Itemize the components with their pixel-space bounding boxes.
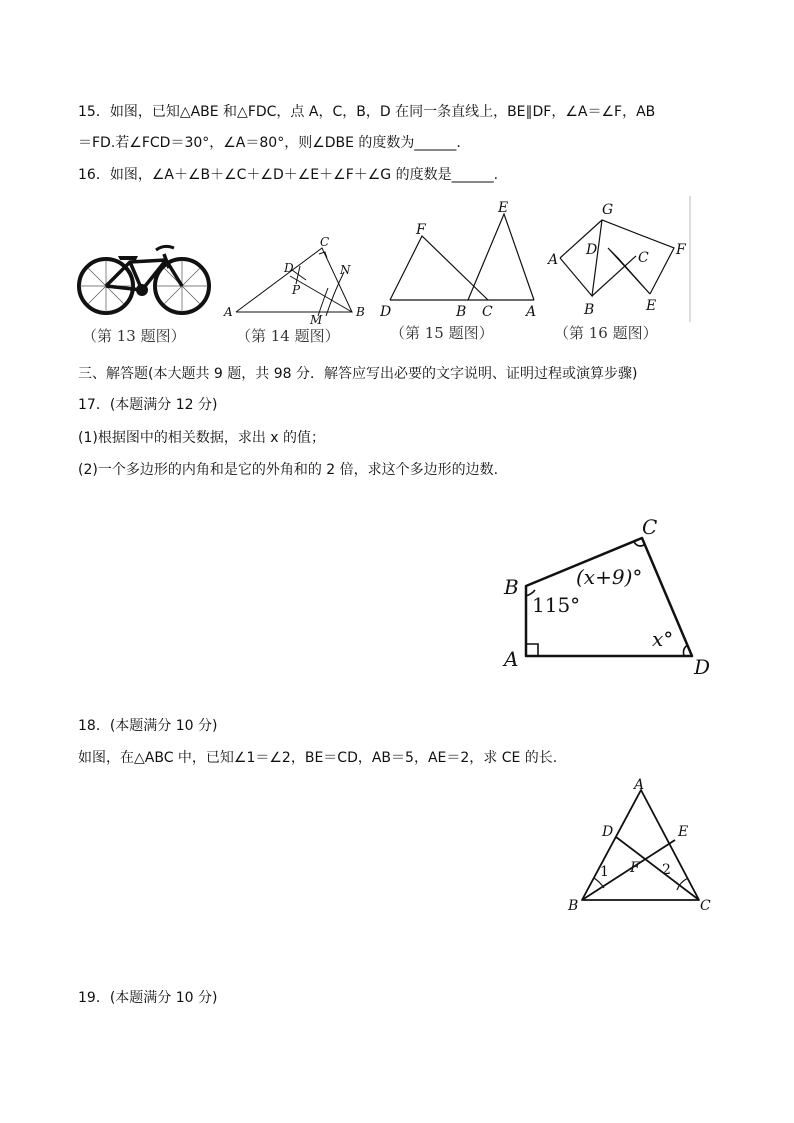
fig16-diagram <box>540 196 694 322</box>
q18-text: 如图，在△ABC 中，已知∠1＝∠2，BE＝CD，AB＝5，AE＝2，求 CE 的长. <box>78 750 558 766</box>
fig16-label-d: D <box>586 242 598 258</box>
fig14-caption: （第 14 题图） <box>236 327 340 345</box>
q17-label-a: A <box>504 647 519 671</box>
fig14-label-p: P <box>292 283 301 297</box>
q17-label-d: D <box>694 655 711 678</box>
fig15-label-d: D <box>380 304 392 320</box>
q18-label-e: E <box>678 824 689 840</box>
fig15-label-e: E <box>498 200 509 216</box>
q18-label-a: A <box>634 778 645 793</box>
fig15-label-a: A <box>526 304 537 320</box>
fig14-label-a: A <box>224 305 233 319</box>
fig16-label-a: A <box>548 252 559 268</box>
fig15-caption: （第 15 题图） <box>390 324 494 342</box>
q17-label-c: C <box>642 515 658 539</box>
fig15-label-c: C <box>482 304 493 320</box>
q18-angle-1: 1 <box>600 864 609 880</box>
q17-angle-c: (x+9)° <box>576 565 643 589</box>
fig16-label-f: F <box>676 242 686 258</box>
q17-quadrilateral-figure <box>496 512 726 678</box>
fig16-label-b: B <box>584 302 595 318</box>
q19-header: 19．(本题满分 10 分) <box>78 990 218 1006</box>
q18-label-f: F <box>630 860 640 876</box>
q17-angle-d: x° <box>652 627 674 651</box>
q17-part2: (2)一个多边形的内角和是它的外角和的 2 倍，求这个多边形的边数. <box>78 462 499 478</box>
fig14-label-m: M <box>310 313 323 324</box>
section3-title: 三、解答题(本大题共 9 题，共 98 分．解答应写出必要的文字说明、证明过程或演算步骤) <box>78 366 638 382</box>
q17-header: 17．(本题满分 12 分) <box>78 397 218 413</box>
q18-header: 18．(本题满分 10 分) <box>78 718 218 734</box>
q18-label-c: C <box>700 898 711 914</box>
fig15-label-b: B <box>456 304 467 320</box>
fig16-label-c: C <box>638 250 649 266</box>
fig14-label-b: B <box>356 305 365 319</box>
q18-label-d: D <box>602 824 614 840</box>
fig14-diagram <box>222 234 372 324</box>
q17-angle-b: 115° <box>532 593 581 617</box>
q16-line1: 16．如图，∠A＋∠B＋∠C＋∠D＋∠E＋∠F＋∠G 的度数是______. <box>78 167 499 183</box>
fig13-caption: （第 13 题图） <box>82 327 186 345</box>
fig13-bicycle <box>74 238 214 318</box>
q15-line2: ＝FD.若∠FCD＝30°，∠A＝80°，则∠DBE 的度数为______. <box>78 135 461 151</box>
fig14-label-c: C <box>320 235 330 249</box>
fig14-label-d: D <box>284 261 294 275</box>
fig16-label-g: G <box>602 202 614 218</box>
q17-label-b: B <box>504 575 519 599</box>
q15-line1: 15．如图，已知△ABE 和△FDC，点 A，C，B，D 在同一条直线上，BE∥DF，∠A＝∠F，AB <box>78 104 656 120</box>
fig16-caption: （第 16 题图） <box>554 324 658 342</box>
fig15-diagram <box>376 196 544 322</box>
fig14-label-n: N <box>340 263 351 277</box>
q18-triangle-figure <box>566 778 716 914</box>
q18-angle-2: 2 <box>662 862 671 878</box>
fig15-label-f: F <box>416 222 426 238</box>
q17-part1: (1)根据图中的相关数据，求出 x 的值； <box>78 430 326 446</box>
q18-label-b: B <box>568 898 579 914</box>
fig16-label-e: E <box>646 298 657 314</box>
